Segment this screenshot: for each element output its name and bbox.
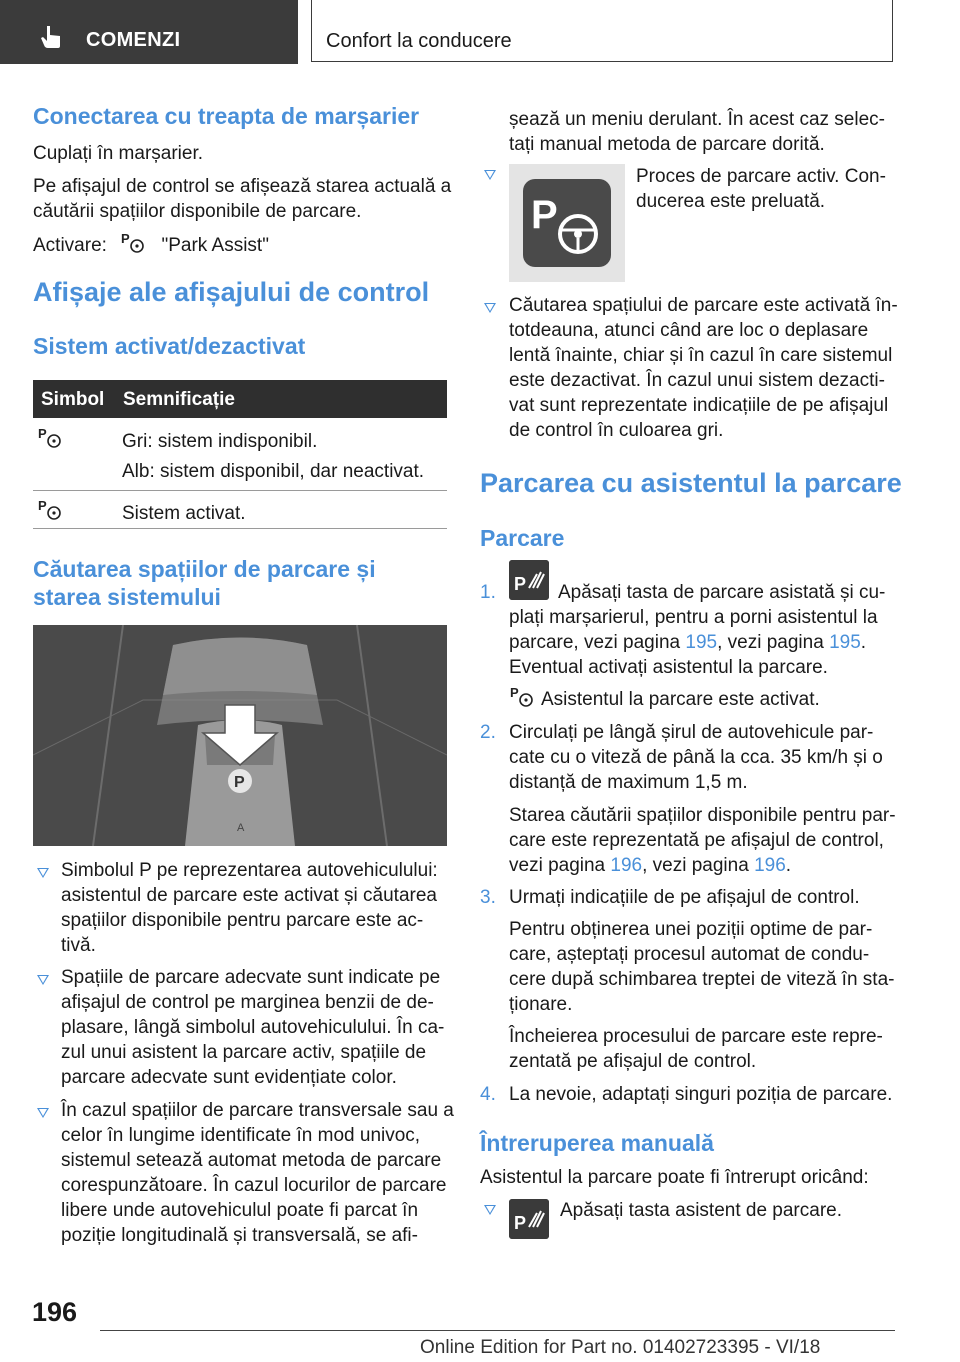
- text-line: În cazul spațiilor de parcare transversale sau a: [61, 1100, 454, 1121]
- step3-line-g: zentată pe afișajul de control.: [509, 1051, 757, 1072]
- text-active-2: ducerea este preluată.: [636, 191, 826, 212]
- page-link-195[interactable]: 195: [829, 632, 861, 653]
- svg-text:P: P: [510, 685, 519, 700]
- table-divider: [33, 528, 447, 529]
- text-line: totdeauna, atunci când are loc o deplasare: [509, 320, 869, 341]
- bullet-triangle-icon: [37, 1108, 49, 1118]
- heading-park: Parcare: [480, 525, 565, 551]
- text-part: .: [785, 855, 792, 876]
- bullet-triangle-icon: [484, 170, 496, 180]
- text-line: libere unde autovehiculul poate fi parcat în: [61, 1200, 419, 1221]
- step2-line-b: cate cu o viteză de până la cca. 35 km/h și o: [509, 747, 883, 768]
- text-line: Simbolul P pe reprezentarea autovehiculului:: [61, 860, 438, 881]
- step-number: 4.: [480, 1084, 496, 1105]
- step2-line-f: [509, 853, 791, 878]
- row1-white: Alb: sistem disponibil, dar neactivat.: [122, 461, 425, 482]
- svg-text:P: P: [121, 231, 130, 246]
- text-part: , vezi pagina: [717, 632, 830, 653]
- step1-line-b: plați marșarierul, pentru a porni asistentul la: [509, 607, 878, 628]
- text-engage-reverse: Cuplați în marșarier.: [33, 143, 204, 164]
- page-link-196[interactable]: 196: [610, 855, 643, 876]
- text-line: Spațiile de parcare adecvate sunt indicate pe: [61, 967, 441, 988]
- step-number: 3.: [480, 887, 496, 908]
- step1-line-d: Eventual activați asistentul la parcare.: [509, 657, 828, 678]
- step3-line-f: Încheierea procesului de parcare este repre-: [509, 1026, 883, 1047]
- step3-line-a: Urmați indicațiile de pe afișajul de control.: [509, 887, 860, 908]
- activation-line: [33, 231, 269, 258]
- step2-line-c: distanță de maximum 1,5 m.: [509, 772, 748, 793]
- text-line: tivă.: [61, 935, 96, 956]
- bullet-triangle-icon: [484, 1205, 496, 1215]
- activation-label: Activare:: [33, 235, 107, 256]
- text-line: spațiilor disponibile pentru parcare este ac-: [61, 910, 424, 931]
- svg-text:P: P: [38, 498, 47, 513]
- footer-divider: [100, 1330, 895, 1331]
- heading-parking-assist: Parcarea cu asistentul la parcare: [480, 468, 902, 498]
- text-cont-2: tați manual metoda de parcare dorită.: [509, 134, 825, 155]
- bullet-triangle-icon: [484, 303, 496, 313]
- edition-text: Online Edition for Part no. 01402723395 - VI/18: [420, 1337, 821, 1358]
- step-number: 1.: [480, 582, 496, 603]
- bullet-symbol-p: [61, 858, 438, 958]
- text-cont-1: șează un meniu derulant. În acest caz selec-: [509, 109, 885, 130]
- text-line: asistentul de parcare este activat și căutarea: [61, 885, 437, 906]
- text-interrupt: Asistentul la parcare poate fi întrerupt oricând:: [480, 1167, 869, 1188]
- park-assist-active-icon: [37, 498, 65, 522]
- section-tab: [0, 0, 298, 64]
- page-link-195[interactable]: 195: [685, 632, 718, 653]
- step2-line-e: care este reprezentată pe afișajul de control,: [509, 830, 884, 851]
- text-line: celor în lungime identificate în mod univoc,: [61, 1125, 421, 1146]
- text-line: plasare, lângă simbolul autovehiculului. În ca-: [61, 1017, 445, 1038]
- heading-interrupt: Întreruperea manuală: [480, 1130, 714, 1156]
- park-assist-icon: [37, 426, 65, 450]
- svg-text:P: P: [38, 426, 47, 441]
- page-number: 196: [32, 1297, 78, 1327]
- step2-line-d: Starea căutării spațiilor disponibile pentru par-: [509, 805, 896, 826]
- text-line: poziție longitudinală și transversală, se afi-: [61, 1225, 418, 1246]
- step4-line-a: La nevoie, adaptați singuri poziția de parcare.: [509, 1084, 893, 1105]
- step3-line-d: cere după schimbarea treptei de viteză în sta-: [509, 969, 895, 990]
- svg-text:P: P: [514, 1213, 527, 1233]
- page-link-196[interactable]: 196: [754, 855, 786, 876]
- park-assist-active-icon: [509, 685, 537, 709]
- row2-active: Sistem activat.: [122, 503, 246, 524]
- heading-reverse-gear: Conectarea cu treapta de marșarier: [33, 103, 420, 129]
- text-part: parcare, vezi pagina: [509, 632, 686, 653]
- text-line: sistemul setează automat metoda de parcare: [61, 1150, 442, 1171]
- col-meaning: Semnificație: [123, 389, 235, 410]
- heading-search-1: Căutarea spațiilor de parcare și: [33, 556, 376, 582]
- table-header: [33, 380, 447, 418]
- text-display-1: Pe afișajul de control se afișează starea actuală a: [33, 176, 452, 197]
- text-line: zul unui asistent la parcare activ, spațiile de: [61, 1042, 427, 1063]
- text-part: .: [860, 632, 867, 653]
- text-line: Căutarea spațiului de parcare este activată în-: [509, 295, 898, 316]
- bullet-search-always: [509, 293, 898, 443]
- bullet-transverse: [61, 1098, 454, 1248]
- text-line: parcare adecvate sunt evidențiate color.: [61, 1067, 397, 1088]
- text-line: corespunzătoare. În cazul locurilor de parcare: [61, 1175, 447, 1196]
- step3-line-e: ționare.: [509, 994, 573, 1015]
- col-symbol: Simbol: [41, 389, 105, 410]
- park-assist-button-icon: [509, 560, 549, 600]
- step3-line-b: Pentru obținerea unei poziții optime de par-: [509, 919, 873, 940]
- text-line: vat sunt reprezentate indicațiile de pe afișajul: [509, 395, 889, 416]
- text-line: afișajul de control pe marginea benzii de de-: [61, 992, 434, 1013]
- step2-line-a: Circulați pe lângă șirul de autovehicule par-: [509, 722, 874, 743]
- text-line: este dezactivat. În cazul unui sistem dezacti-: [509, 370, 885, 391]
- heading-displays: Afișaje ale afișajului de control: [33, 277, 430, 307]
- hand-pointer-icon: [38, 24, 64, 50]
- bullet-triangle-icon: [37, 975, 49, 985]
- bullet-triangle-icon: [37, 868, 49, 878]
- step1-line-e: Asistentul la parcare este activat.: [541, 689, 820, 710]
- text-part: vezi pagina: [509, 855, 611, 876]
- bullet-suitable-spaces: [61, 965, 444, 1090]
- step1-line-a: Apăsați tasta de parcare asistată și cu-: [558, 582, 886, 603]
- heading-search-2: starea sistemului: [33, 584, 221, 610]
- svg-text:P: P: [531, 193, 558, 237]
- text-line: lentă înainte, chiar și în cazul în care sistemul: [509, 345, 893, 366]
- svg-text:A: A: [237, 822, 245, 834]
- parking-active-icon: [509, 164, 625, 282]
- step3-line-c: care, așteptați procesul automat de condu-: [509, 944, 870, 965]
- interrupt-bullet-text: Apăsați tasta asistent de parcare.: [560, 1200, 842, 1221]
- svg-text:P: P: [514, 574, 527, 594]
- chapter-title: Confort la conducere: [326, 30, 512, 52]
- chapter-tab: [311, 0, 893, 62]
- table-divider: [33, 490, 447, 491]
- text-display-2: căutării spațiilor disponibile de parcare.: [33, 201, 362, 222]
- park-assist-button-icon: [509, 1199, 549, 1239]
- park-assist-icon: [120, 231, 148, 255]
- text-active-1: Proces de parcare activ. Con-: [636, 166, 886, 187]
- control-display-illustration: [33, 625, 447, 846]
- heading-system-status: Sistem activat/dezactivat: [33, 333, 306, 359]
- text-line: de control în culoarea gri.: [509, 420, 724, 441]
- text-part: , vezi pagina: [642, 855, 755, 876]
- row1-gray: Gri: sistem indisponibil.: [122, 431, 318, 452]
- step1-line-c: [509, 630, 866, 655]
- section-title: COMENZI: [86, 29, 181, 51]
- step-number: 2.: [480, 722, 496, 743]
- activation-value: "Park Assist": [161, 235, 269, 256]
- svg-text:P: P: [234, 774, 245, 791]
